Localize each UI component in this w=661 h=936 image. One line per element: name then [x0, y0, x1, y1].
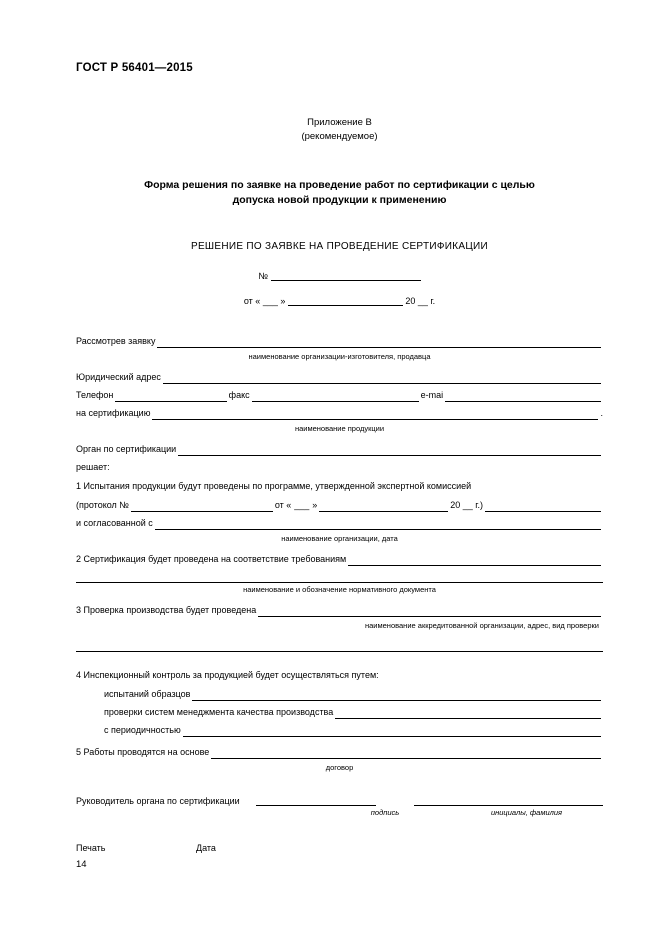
- caption-product-name: наименование продукции: [294, 424, 385, 434]
- page-number: 14: [76, 859, 87, 870]
- row-item1-agreed: [76, 516, 603, 530]
- annex-block: [76, 116, 603, 144]
- protocol-quote: »: [312, 500, 318, 511]
- input-protocol-tail[interactable]: [485, 500, 601, 512]
- standard-header: ГОСТ Р 56401—2015: [76, 62, 193, 74]
- input-legal-address[interactable]: [163, 372, 601, 384]
- label-protocol-number: (протокол №: [76, 500, 129, 511]
- input-phone[interactable]: [115, 390, 226, 402]
- date-year: 20 __ г.: [405, 296, 436, 307]
- number-label: №: [258, 271, 269, 282]
- input-email[interactable]: [445, 390, 601, 402]
- date-month-input-line[interactable]: [288, 295, 403, 306]
- protocol-year: 20 __ г.): [450, 500, 483, 511]
- row-phone-fax-email: [76, 388, 603, 402]
- item-4-text: 4 Инспекционный контроль за продукцией будет осуществляться путем:: [76, 670, 379, 681]
- label-stamp: Печать: [76, 843, 106, 854]
- row-item2: [76, 552, 603, 566]
- input-item2-line2[interactable]: [76, 570, 603, 583]
- input-protocol-month[interactable]: [319, 500, 448, 512]
- label-decides: решает:: [76, 462, 110, 473]
- item-1-text: 1 Испытания продукции будут проведены по программе, утвержденной экспертной комиссией: [76, 481, 472, 492]
- row-item3: [76, 603, 603, 617]
- item-5-text: 5 Работы проводятся на основе: [76, 747, 210, 758]
- label-item4-sub3: с периодичностью: [104, 725, 181, 736]
- form-title-line2: допуска новой продукции к применению: [232, 194, 447, 207]
- label-item4-sub1: испытаний образцов: [104, 689, 191, 700]
- caption-accredited-org: наименование аккредитованной организации, адрес, вид проверки: [364, 621, 599, 631]
- protocol-day[interactable]: ___: [294, 500, 310, 511]
- caption-contract: договор: [325, 763, 354, 773]
- number-input-line[interactable]: [271, 270, 421, 281]
- row-certification-body: [76, 442, 603, 456]
- caption-initials: инициалы, фамилия: [490, 808, 563, 818]
- row-for-certification: [76, 406, 603, 420]
- input-agreed-with[interactable]: [155, 518, 601, 530]
- document-title: РЕШЕНИЕ ПО ЗАЯВКЕ НА ПРОВЕДЕНИЕ СЕРТИФИКАЦИИ: [190, 241, 489, 253]
- input-item4-sub3[interactable]: [183, 725, 601, 737]
- row-legal-address: [76, 370, 603, 384]
- label-date: Дата: [196, 843, 216, 854]
- label-protocol-from: от «: [274, 500, 292, 511]
- signature-captions: [76, 808, 603, 817]
- document-date-line: [76, 295, 603, 306]
- date-quote: »: [280, 296, 286, 307]
- input-item3[interactable]: [258, 605, 601, 617]
- form-title: [76, 178, 603, 210]
- row-item4-sub3: [104, 723, 603, 737]
- item-3-text: 3 Проверка производства будет проведена: [76, 605, 257, 616]
- annex-title: Приложение В: [307, 117, 372, 128]
- period-mark: .: [600, 408, 603, 419]
- label-item4-sub2: проверки систем менеджмента качества производства: [104, 707, 334, 718]
- label-phone: Телефон: [76, 390, 114, 401]
- input-protocol-number[interactable]: [131, 500, 273, 512]
- row-signature: [76, 794, 603, 806]
- caption-norm-doc: наименование и обозначение нормативного документа: [243, 585, 436, 595]
- input-item2[interactable]: [348, 554, 601, 566]
- input-item5[interactable]: [211, 747, 601, 759]
- label-for-certification: на сертификацию: [76, 408, 151, 419]
- label-certification-body: Орган по сертификации: [76, 444, 177, 455]
- document-number-line: [76, 270, 603, 281]
- date-prefix: от «: [243, 296, 261, 307]
- input-reviewed-application[interactable]: [157, 336, 601, 348]
- input-fax[interactable]: [252, 390, 419, 402]
- item-2-text: 2 Сертификация будет проведена на соответствие требованиям: [76, 554, 347, 565]
- input-certification-body[interactable]: [178, 444, 601, 456]
- row-reviewed-application: [76, 334, 603, 348]
- annex-subtitle: (рекомендуемое): [301, 130, 378, 142]
- input-item3-line2[interactable]: [76, 639, 603, 652]
- input-initials[interactable]: [414, 794, 603, 806]
- input-signature[interactable]: [256, 794, 376, 806]
- label-agreed-with: и согласованной с: [76, 518, 153, 529]
- label-reviewed-application: Рассмотрев заявку: [76, 336, 156, 347]
- row-item1-protocol: [76, 498, 603, 512]
- input-item4-sub1[interactable]: [192, 689, 601, 701]
- label-head-of-body: Руководитель органа по сертификации: [76, 796, 240, 807]
- input-item4-sub2[interactable]: [335, 707, 601, 719]
- caption-signature: подпись: [370, 808, 400, 818]
- row-stamp-date: [76, 843, 603, 853]
- row-item4-sub2: [104, 705, 603, 719]
- caption-org-date: наименование организации, дата: [281, 534, 398, 544]
- label-fax: факс: [228, 390, 250, 401]
- caption-org-name: наименование организации-изготовителя, продавца: [248, 352, 431, 362]
- row-item5: [76, 745, 603, 759]
- label-legal-address: Юридический адрес: [76, 372, 161, 383]
- input-for-certification[interactable]: [152, 408, 598, 420]
- label-email: e-mai: [420, 390, 444, 401]
- form-title-line1: Форма решения по заявке на проведение работ по сертификации с целью: [144, 178, 535, 191]
- date-day[interactable]: ___: [262, 296, 278, 307]
- row-item4-sub1: [104, 687, 603, 701]
